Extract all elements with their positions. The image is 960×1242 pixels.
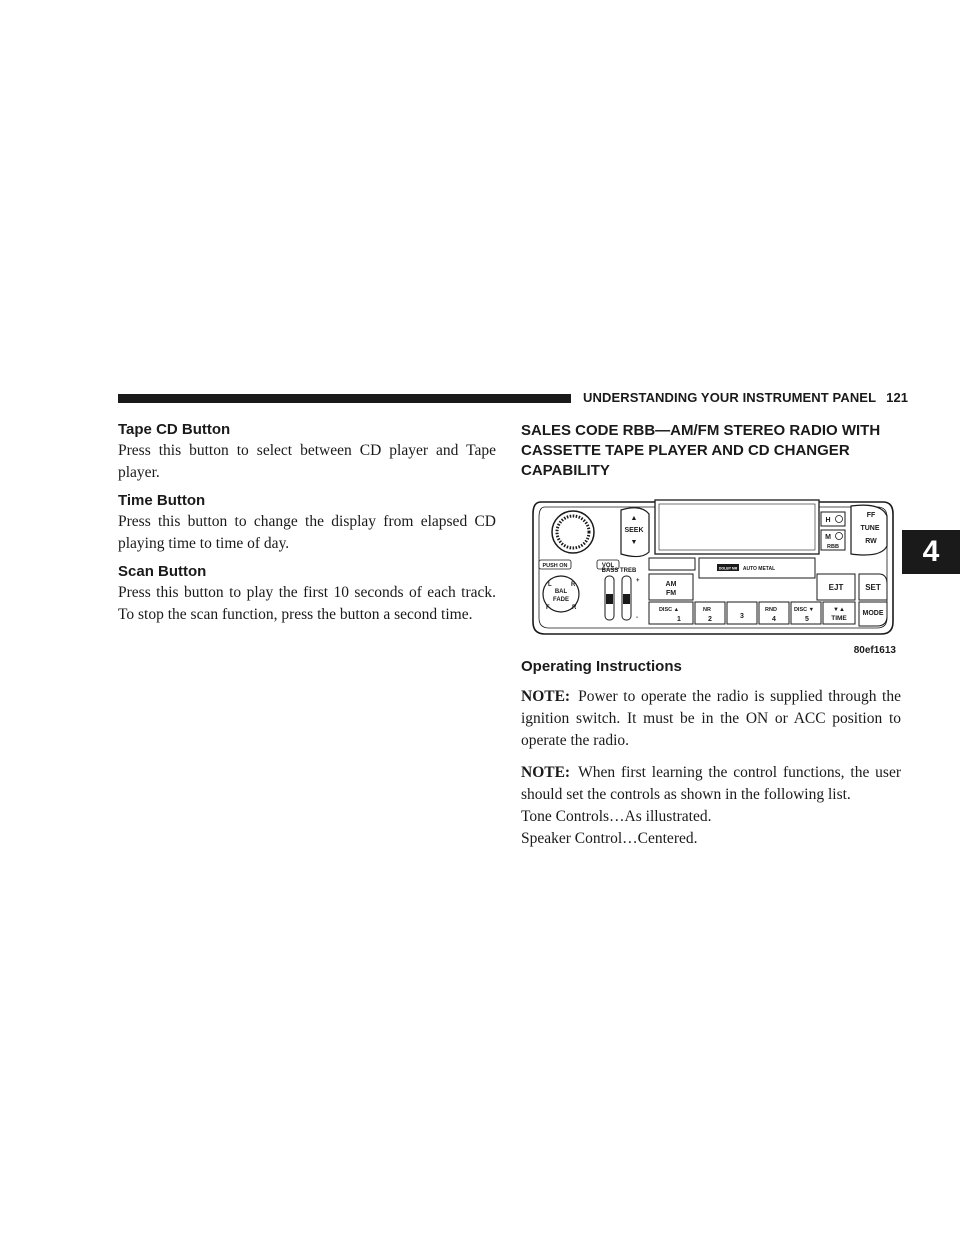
set-label: SET [865, 583, 881, 592]
bal-label: BAL [554, 589, 568, 595]
tone-plus-label: + [636, 578, 640, 584]
running-header [583, 390, 908, 405]
treb-slider-knob [623, 594, 630, 604]
tune-label: TUNE [860, 525, 880, 532]
figure-caption: 80ef1613 [853, 645, 896, 656]
tone-minus-label: - [636, 615, 638, 621]
fm-label: FM [665, 590, 677, 597]
preset-2-label: 2 [708, 616, 712, 623]
minute-label: M [825, 534, 831, 541]
note-label: NOTE: [521, 688, 571, 705]
note-text: Power to operate the radio is supplied through the ignition switch. It must be in the ON or ACC position to operate the radio. [521, 688, 901, 749]
radio-faceplate-drawing [521, 494, 896, 644]
section-heading: Scan Button [118, 563, 207, 580]
radio-display [655, 500, 819, 554]
hour-label: H [825, 517, 831, 524]
rnd-label: RND [765, 607, 777, 613]
page-number: 121 [886, 390, 909, 405]
seek-down-arrow: ▼ [630, 539, 638, 546]
am-label: AM [665, 581, 677, 588]
seek-label: SEEK [624, 527, 644, 534]
preset-1-label: 1 [677, 616, 681, 623]
nr-label: NR [703, 607, 711, 613]
section-time-button [118, 492, 496, 555]
ff-label: FF [866, 512, 876, 519]
section-tape-cd-button [118, 421, 496, 484]
note-label: NOTE: [521, 764, 571, 781]
ejt-label: EJT [828, 583, 844, 592]
rw-label: RW [865, 538, 877, 545]
section-heading: Tape CD Button [118, 421, 231, 438]
right-column [521, 421, 901, 850]
bal-left-label: L [548, 582, 552, 588]
seek-up-arrow: ▲ [630, 515, 638, 522]
header-rule [118, 394, 571, 403]
preset-3-label: 3 [740, 613, 744, 620]
time-label: TIME [831, 615, 847, 622]
running-header-title: UNDERSTANDING YOUR INSTRUMENT PANEL [583, 390, 877, 405]
list-line: Tone Controls…As illustrated. [521, 808, 712, 825]
section-body: Press this button to play the first 10 seconds of each track. To stop the scan function, press the button a second time. [118, 584, 496, 623]
note-paragraph [521, 762, 901, 806]
preset-5-label: 5 [805, 616, 809, 623]
operating-instructions-heading: Operating Instructions [521, 658, 682, 675]
auto-metal-label: AUTO METAL [742, 566, 776, 572]
section-body: Press this button to select between CD player and Tape player. [118, 442, 496, 481]
cassette-badge-label: DOLBY NR [718, 566, 738, 571]
section-scan-button [118, 563, 496, 626]
preset-1-button [649, 602, 693, 624]
time-arrows-label: ▼▲ [833, 607, 845, 613]
mode-label: MODE [862, 610, 884, 617]
bal-right-label: R [571, 582, 576, 588]
chapter-tab: 4 [902, 530, 960, 574]
fade-label: FADE [552, 597, 570, 603]
preset-4-label: 4 [772, 616, 776, 623]
disc-up-label: DISC ▲ [658, 607, 680, 613]
radio-section-heading: SALES CODE RBB—AM/FM STEREO RADIO WITH CASSETTE TAPE PLAYER AND CD CHANGER CAPABILITY [521, 422, 881, 479]
vol-label: VOL [601, 563, 615, 569]
section-body: Press this button to change the display from elapsed CD playing time to time of day. [118, 513, 496, 552]
fade-front-label: F [546, 605, 550, 611]
push-on-label: PUSH ON [542, 563, 568, 569]
radio-illustration [521, 494, 896, 656]
note-text: When first learning the control functions, the user should set the controls as shown in the following list. [521, 764, 901, 803]
bass-treb-label: BASS TREB [601, 568, 637, 574]
cassette-eject-flap [649, 558, 695, 570]
note-paragraph [521, 686, 901, 752]
list-line: Speaker Control…Centered. [521, 830, 698, 847]
bass-slider-knob [606, 594, 613, 604]
paragraph-gap [521, 752, 901, 762]
disc-down-label: DISC ▼ [793, 607, 815, 613]
section-heading: Time Button [118, 492, 206, 509]
left-column [118, 421, 496, 634]
rbb-label: RBB [827, 544, 839, 550]
fade-rear-label: R [572, 605, 577, 611]
